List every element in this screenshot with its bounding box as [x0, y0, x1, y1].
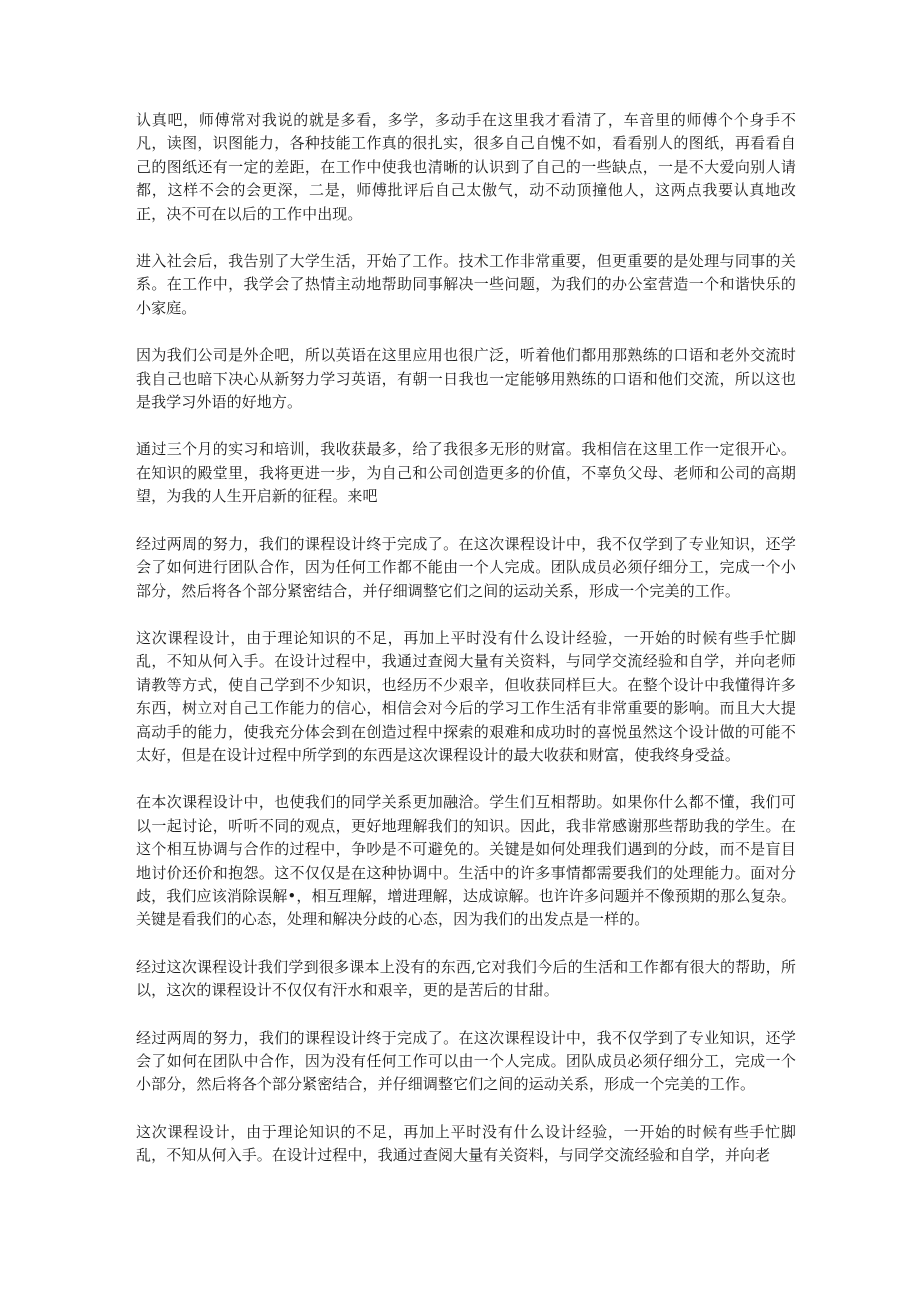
paragraph: 经过两周的努力，我们的课程设计终于完成了。在这次课程设计中，我不仅学到了专业知识，还学会了如何在团队中合作，因为没有任何工作可以由一个人完成。团队成员必须仔细分工，完成一个小部分，然后将各个部分紧密结合，并仔细调整它们之间的运动关系，形成一个完美的工作。: [136, 1028, 796, 1094]
paragraph: 在本次课程设计中，也使我们的同学关系更加融洽。学生们互相帮助。如果你什么都不懂，我们可以一起讨论，听听不同的观点，更好地理解我们的知识。因此，我非常感谢那些帮助我的学生。在这个相互协调与合作的过程中，争吵是不可避免的。关键是如何处理我们遇到的分歧，而不是盲目地讨价还价和抱怨。这不仅仅是在这种协调中。生活中的许多事情都需要我们的处理能力。面对分歧，我们应该消除误解•，相互理解，增进理解，达成谅解。也许许多问题并不像预期的那么复杂。关键是看我们的心态，处理和解决分歧的心态，因为我们的出发点是一样的。: [136, 793, 796, 929]
paragraph: 进入社会后，我告别了大学生活，开始了工作。技术工作非常重要，但更重要的是处理与同事的关系。在工作中，我学会了热情主动地帮助同事解决一些问题，为我们的办公室营造一个和谐快乐的小家庭。: [136, 252, 796, 317]
paragraph: 经过这次课程设计我们学到很多课本上没有的东西,它对我们今后的生活和工作都有很大的帮助，所以，这次的课程设计不仅仅有汗水和艰辛，更的是苦后的甘甜。: [136, 957, 796, 1000]
paragraph: 因为我们公司是外企吧，所以英语在这里应用也很广泛，听着他们都用那熟练的口语和老外交流时我自己也暗下决心从新努力学习英语，有朝一日我也一定能够用熟练的口语和他们交流，所以这也是我学习外语的好地方。: [136, 346, 796, 412]
paragraph: 这次课程设计，由于理论知识的不足，再加上平时没有什么设计经验，一开始的时候有些手忙脚乱，不知从何入手。在设计过程中，我通过查阅大量有关资料，与同学交流经验和自学，并向老: [136, 1122, 796, 1165]
paragraph: 认真吧，师傅常对我说的就是多看，多学，多动手在这里我才看清了，车音里的师傅个个身手不凡，读图，识图能力，各种技能工作真的很扎实，很多自己自愧不如，看看别人的图纸，再看看自己的图纸还有一定的差距，在工作中使我也清晰的认识到了自己的一些缺点，一是不大爱向别人请都，这样不会的会更深，二是，师傅批评后自己太傲气，动不动顶撞他人，这两点我要认真地改正，决不可在以后的工作中出现。: [136, 111, 796, 223]
paragraph: 经过两周的努力，我们的课程设计终于完成了。在这次课程设计中，我不仅学到了专业知识，还学会了如何进行团队合作，因为任何工作都不能由一个人完成。团队成员必须仔细分工，完成一个小部分，然后将各个部分紧密结合，并仔细调整它们之间的运动关系，形成一个完美的工作。: [136, 534, 796, 600]
paragraph: 通过三个月的实习和培训，我收获最多，给了我很多无形的财富。我相信在这里工作一定很开心。在知识的殿堂里，我将更进一步，为自己和公司创造更多的价值，不辜负父母、老师和公司的高期望，为我的人生开启新的征程。来吧: [136, 440, 796, 506]
document-body: [136, 109, 796, 1192]
paragraph: 这次课程设计，由于理论知识的不足，再加上平时没有什么设计经验，一开始的时候有些手忙脚乱，不知从何入手。在设计过程中，我通过查阅大量有关资料，与同学交流经验和自学，并向老师请教等方式，使自己学到不少知识，也经历不少艰辛，但收获同样巨大。在整个设计中我懂得许多东西，树立对自己工作能力的信心，相信会对今后的学习工作生活有非常重要的影响。而且大大提高动手的能力，使我充分体会到在创造过程中探索的艰难和成功时的喜悦虽然这个设计做的可能不太好，但是在设计过程中所学到的东西是这次课程设计的最大收获和财富，使我终身受益。: [136, 628, 796, 764]
